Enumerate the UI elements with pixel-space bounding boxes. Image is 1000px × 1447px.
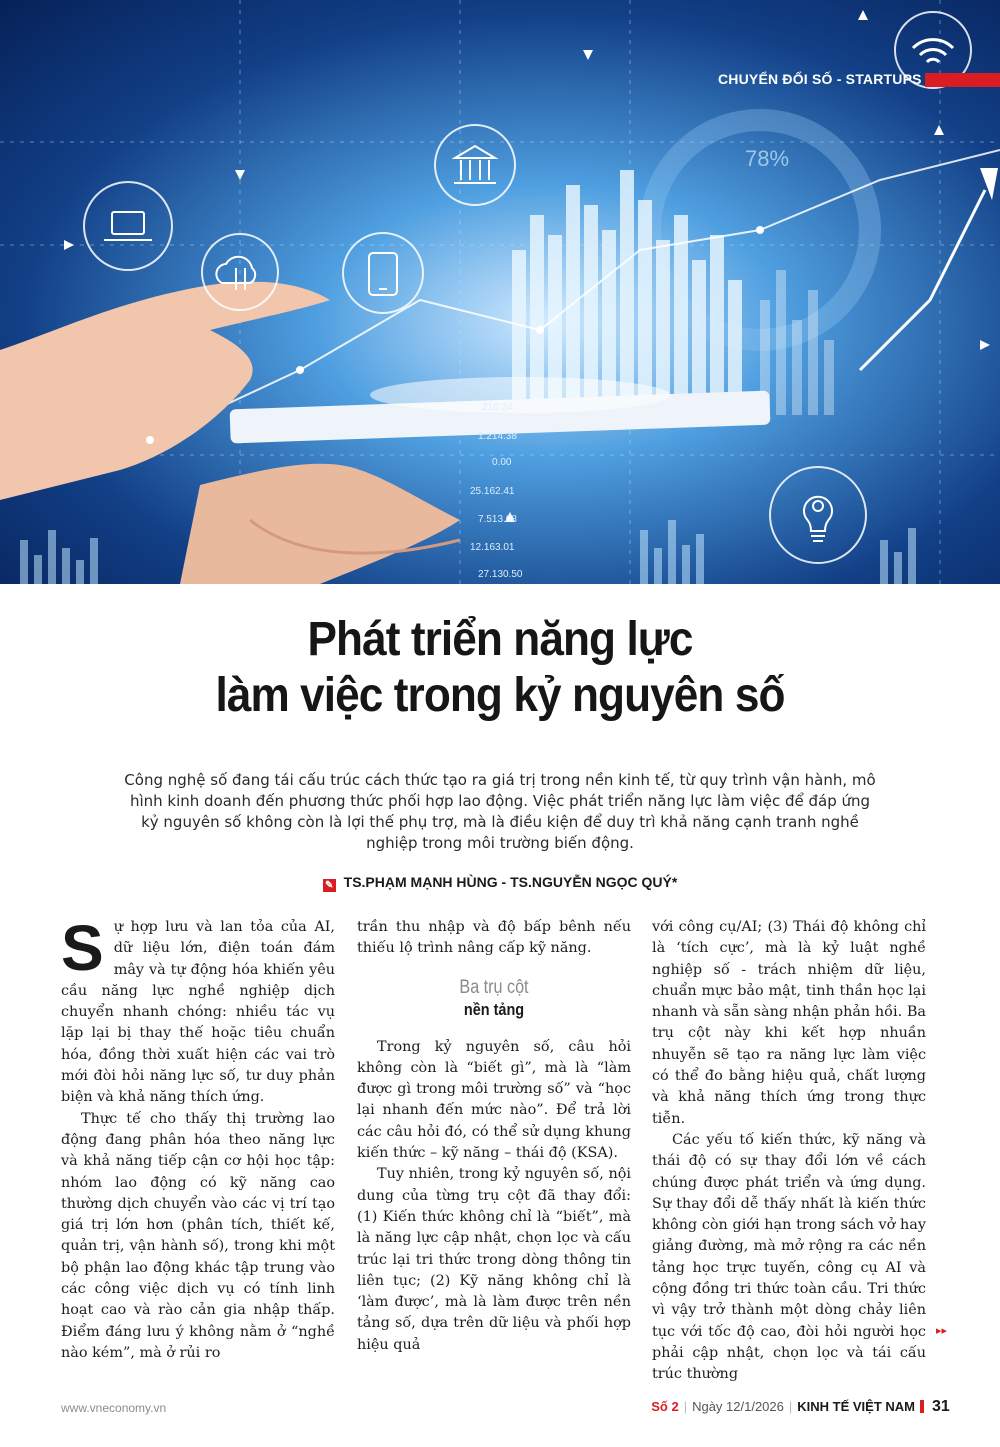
body-column-1	[61, 912, 335, 1364]
hero-number: 0.00	[492, 457, 512, 468]
footer-magazine: KINH TẾ VIỆT NAM	[797, 1399, 915, 1414]
paragraph	[61, 912, 335, 1109]
paragraph: với công cụ/AI; (3) Thái độ không chỉ là ‘tích cực’, mà là kỷ luật nghề nghiệp số - trách nhiệm dữ liệu, chuẩn mực bảo mật, tinh thần học lại nhanh và sẵn sàng nhận phản hồi. Ba trụ cột này khi kết hợp nhuần nhuyễn sẽ tạo ra năng lực làm việc có thể đo bằng hiệu quả, chất lượng và khả năng thích ứng trong thực tiễn.	[652, 919, 926, 1127]
hero-percent: 78%	[745, 146, 790, 171]
page-footer	[0, 1398, 1000, 1420]
hero-number: 12.163.01	[470, 542, 515, 553]
byline	[0, 874, 1000, 892]
paragraph: Các yếu tố kiến thức, kỹ năng và thái độ có sự thay đổi lớn về cách chúng được phát triển và ứng dụng. Sự thay đổi dễ thấy nhất là kiến thức không còn giới hạn trong sách vở hay giảng đường, mà mở rộng ra các nền tảng học trực tuyến, công cụ AI và cộng đồng tri thức toàn cầu. Tri thức vì vậy trở thành một dòng chảy liên tục với tốc độ cao, đòi hỏi người học phải cập nhật, chọn lọc và tái cấu trúc thường	[652, 1131, 926, 1383]
paragraph-text: ự hợp lưu và lan tỏa của AI, dữ liệu lớn, điện toán đám mây và tự động hóa khiến yêu cầu năng lực nghề nghiệp dịch chuyển nhanh chóng: nhiều tác vụ lặp lại bị thay thế hoặc tiêu chuẩn hóa, đồng thời xuất hiện các vai trò mới đòi hỏi năng lực số, tư duy phản biện và khả năng thích ứng.	[61, 919, 335, 1106]
drop-cap: S	[61, 912, 104, 984]
paragraph: Tuy nhiên, trong kỷ nguyên số, nội dung của từng trụ cột đã thay đổi: (1) Kiến thức không chỉ là “biết”, mà là năng lực cập nhật, chọn lọc và cấu trúc lại tri thức trong dòng thông tin liên tục; (2) Kỹ năng không chỉ là ‘làm được’, mà là làm được trên nền tảng số, dựa trên dữ liệu và phối hợp hiệu quả	[357, 1166, 631, 1353]
footer-issue: Số 2	[651, 1399, 679, 1414]
subheading-line-1: Ba trụ cột	[459, 976, 529, 998]
subheading-line-2: nền tảng	[463, 999, 525, 1019]
hero-number: 1.214.38	[478, 431, 517, 442]
hero-number: 210.24	[482, 402, 513, 413]
laptop-icon	[104, 212, 152, 240]
paragraph: trần thu nhập và độ bấp bênh nếu thiếu lộ trình nâng cấp kỹ năng.	[357, 919, 631, 957]
hero-number: 27.130.50	[478, 569, 523, 580]
section-tag: CHUYỂN ĐỔI SỐ - STARTUPS	[718, 71, 922, 87]
title-line-2: làm việc trong kỷ nguyên số	[215, 669, 785, 722]
lightbulb-icon	[804, 497, 832, 541]
footer-date: Ngày 12/1/2026	[692, 1399, 784, 1414]
paragraph: Trong kỷ nguyên số, câu hỏi không còn là “biết gì”, mà là “làm được gì trong môi trường số” và “học lại nhanh đến mức nào”. Để trả lời các câu hỏi đó, có thể sử dụng khung kiến thức – kỹ năng – thái độ (KSA).	[357, 1038, 631, 1162]
byline-authors: TS.PHẠM MẠNH HÙNG - TS.NGUYỄN NGỌC QUÝ*	[343, 874, 678, 890]
page-number: 31	[932, 1398, 950, 1415]
wifi-icon	[913, 40, 953, 62]
article-lead: Công nghệ số đang tái cấu trúc cách thức tạo ra giá trị trong nền kinh tế, từ quy trình vận hành, mô hình kinh doanh đến phương thức phối hợp lao động. Việc phát triển năng lực làm việc để đáp ứng kỷ nguyên số không còn là lợi thế phụ trợ, mà là điều kiện để duy trì khả năng cạnh tranh nghề nghiệp trong môi trường biến động.	[124, 771, 876, 852]
footer-bar	[920, 1400, 924, 1413]
continue-arrow-icon: ▸▸	[936, 1324, 948, 1337]
phone-icon	[369, 253, 397, 295]
hero-number: 25.162.41	[470, 486, 515, 497]
subheading	[357, 977, 631, 1021]
article-title	[40, 612, 960, 724]
pen-icon: ✎	[323, 879, 336, 892]
body-column-3	[652, 917, 926, 1386]
paragraph: Thực tế cho thấy thị trường lao động đang phân hóa theo năng lực và khả năng tiếp cận cơ hội học tập: nhóm lao động có kỹ năng cao thường dịch chuyển vào các vị trí tạo giá trị lớn hơn (phân tích, thiết kế, quản trị, vận hành số), trong khi một bộ phận lao động khác tập trung vào các công việc dịch vụ có tính linh hoạt cao và rào cản gia nhập thấp. Điểm đáng lưu ý không nằm ở “nghề nào kém”, mà ở rủi ro	[61, 1110, 335, 1361]
section-tag-bar	[925, 73, 1000, 87]
footer-meta: Số 2 | Ngày 12/1/2026 | KINH TẾ VIỆT NAM	[651, 1399, 924, 1414]
footer-url[interactable]: www.vneconomy.vn	[61, 1401, 167, 1415]
hero-number: 7.513.08	[478, 514, 517, 525]
hero-illustration	[0, 0, 1000, 584]
body-column-2	[357, 917, 631, 1356]
title-line-1: Phát triển năng lực	[307, 613, 693, 666]
